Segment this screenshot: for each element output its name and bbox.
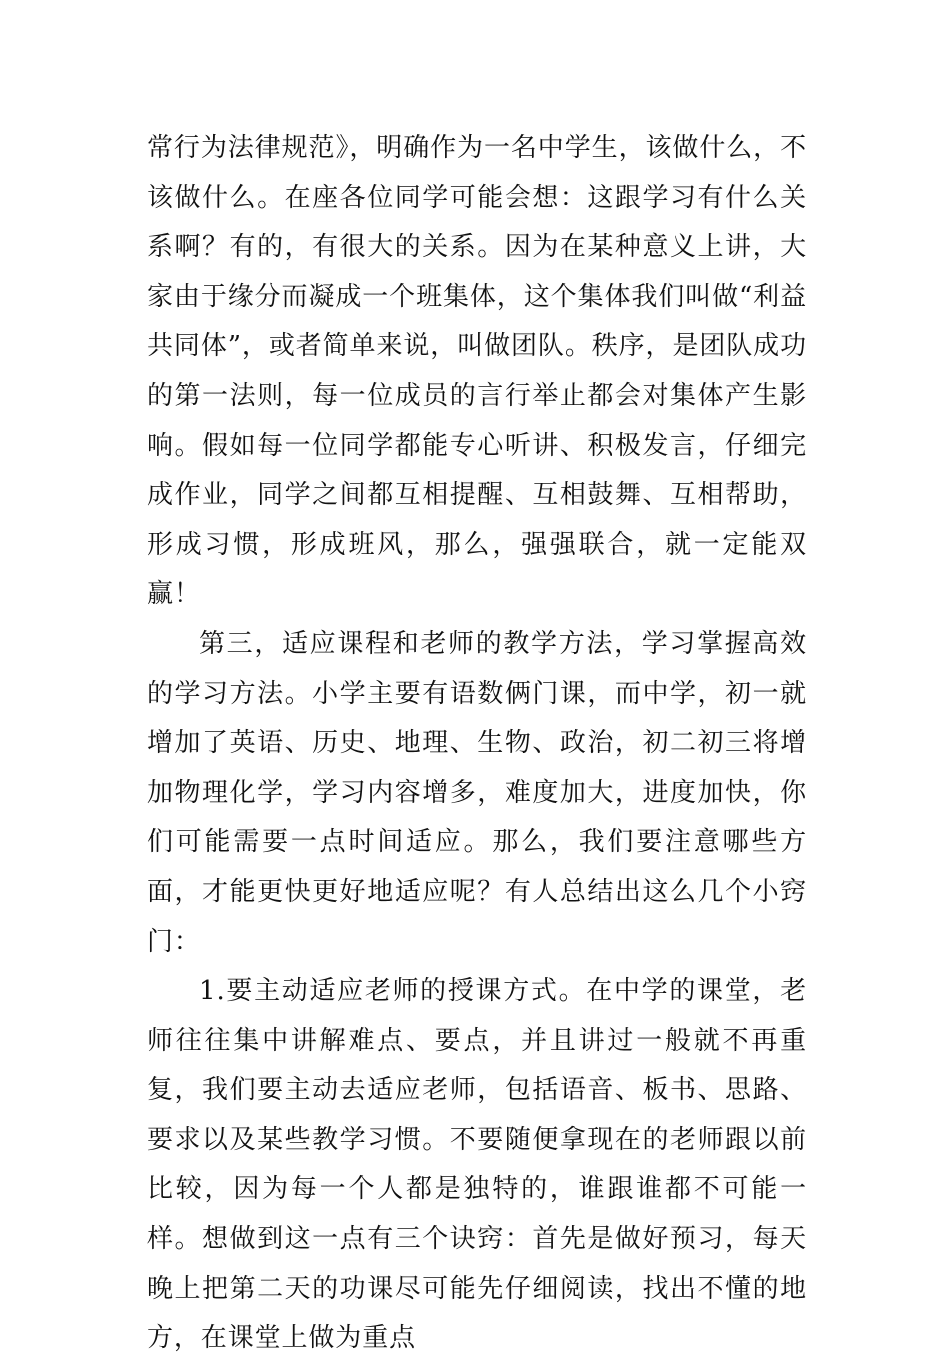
paragraph-third-point: 第三，适应课程和老师的教学方法，学习掌握高效的学习方法。小学主要有语数俩门课，而中学，初一就增加了英语、历史、地理、生物、政治，初二初三将增加物理化学，学习内容增多，难度加大，进度加快，你们可能需要一点时间适应。那么，我们要注意哪些方面，才能更快更好地适应呢？有人总结出这么几个小窍门： — [147, 628, 807, 957]
paragraph-continuation: 常行为法律规范》，明确作为一名中学生，该做什么，不该做什么。在座各位同学可能会想：这跟学习有什么关系啊？有的，有很大的关系。因为在某种意义上讲，大家由于缘分而凝成一个班集体，这个集体我们叫做“利益共同体”，或者简单来说，叫做团队。秩序，是团队成功的第一法则，每一位成员的言行举止都会对集体产生影响。假如每一位同学都能专心听讲、积极发言，仔细完成作业，同学之间都互相提醒、互相鼓舞、互相帮助，形成习惯，形成班风，那么，强强联合，就一定能双赢！ — [147, 133, 807, 610]
paragraph-tip-one: 1.要主动适应老师的授课方式。在中学的课堂，老师往往集中讲解难点、要点，并且讲过一般就不再重复，我们要主动去适应老师，包括语音、板书、思路、要求以及某些教学习惯。不要随便拿现在的老师跟以前比较，因为每一个人都是独特的，谁跟谁都不可能一样。想做到这一点有三个诀窍：首先是做好预习，每天晚上把第二天的功课尽可能先仔细阅读，找出不懂的地方，在课堂上做为重点 — [147, 976, 807, 1354]
document-body — [147, 124, 807, 1364]
